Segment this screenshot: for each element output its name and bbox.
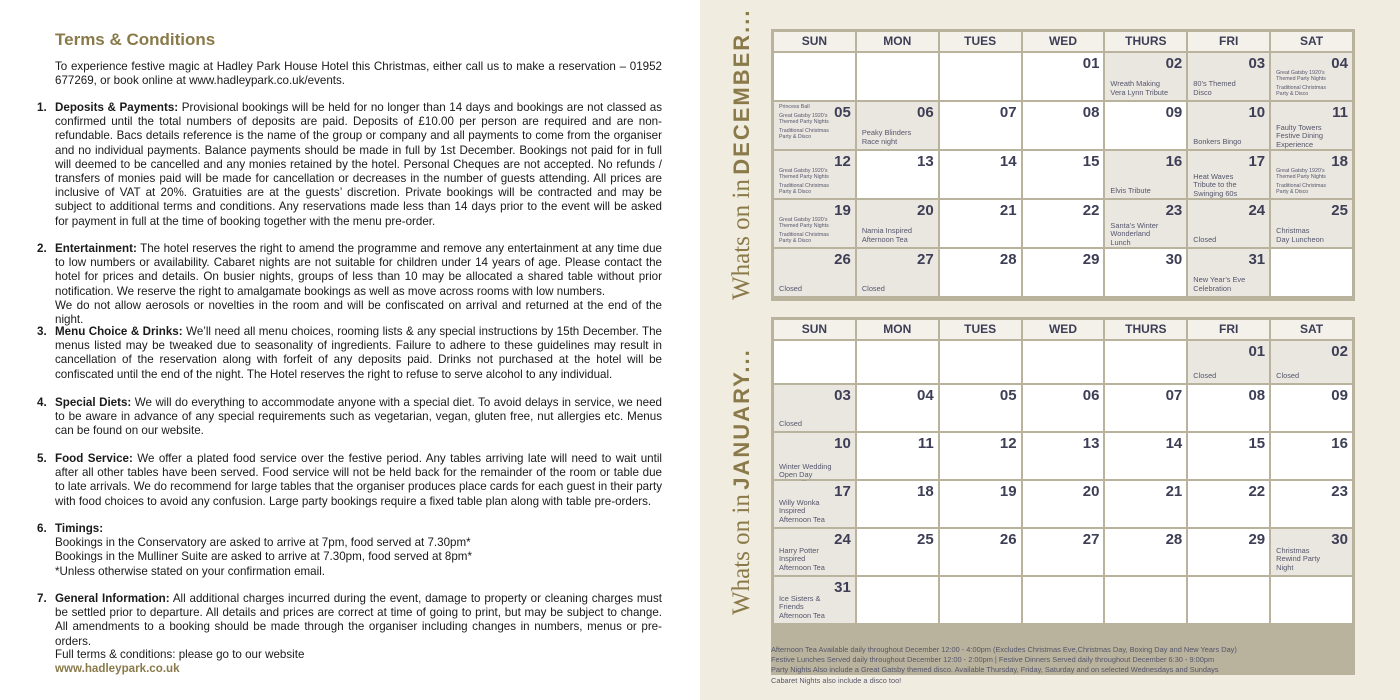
calendar-day-cell [1105, 200, 1186, 247]
day-number: 22 [1082, 202, 1100, 219]
event-line: Great Gatsby 1920’s [779, 217, 828, 223]
event-line: Party & Disco [779, 189, 812, 195]
calendar-day-cell [774, 577, 855, 623]
event-text [1276, 168, 1326, 195]
calendar-day-cell [774, 102, 855, 149]
section-number: 5. [37, 452, 47, 465]
calendar-day-cell [1188, 102, 1269, 149]
timing-line: *Unless otherwise stated on your confirmation email. [55, 564, 326, 578]
event-text [779, 168, 829, 195]
calendar-day-cell [1023, 529, 1104, 575]
calendar-day-cell [1188, 481, 1269, 527]
calendar-day-cell [1271, 481, 1352, 527]
day-number: 30 [1331, 531, 1348, 548]
calendar-day-cell [1105, 385, 1186, 431]
event-text [1193, 173, 1237, 198]
section-number: 3. [37, 325, 47, 338]
event-line: Night [1276, 562, 1294, 572]
terms-section-diets [37, 396, 662, 439]
section-heading: General Information: [55, 592, 170, 605]
calendar-day-cell [940, 102, 1021, 149]
section-text: The hotel reserves the right to amend the programme and remove any entertainment at any time due to low numbers or availability. Cabaret nights are not suitable for children under 14 years of age. Please contact the hotel for prices and details. On busier nights, groups of less than 10 may be allocated a shared table without prior notification. We reserve the right to amalgamate bookings as well as move across rooms with low numbers. [55, 242, 662, 298]
day-number: 06 [1082, 387, 1100, 404]
day-header: THURS [1105, 32, 1186, 51]
event-line: Inspired [779, 554, 806, 564]
event-line: Harry Potter [779, 545, 819, 555]
event-line: Closed [779, 283, 803, 293]
calendar-day-cell [1188, 433, 1269, 479]
event-line: Bonkers Bingo [1193, 136, 1242, 146]
event-line: Traditional Christmas [1276, 85, 1326, 91]
event-line: Rewind Party [1276, 554, 1321, 564]
calendar-day-cell [857, 481, 938, 527]
website-link[interactable]: www.hadleypark.co.uk [55, 662, 180, 676]
calendar-day-cell [857, 529, 938, 575]
day-number: 18 [917, 483, 934, 500]
december-calendar [771, 29, 1355, 301]
calendar-day-cell [940, 433, 1021, 479]
section-heading: Timings: [55, 522, 104, 535]
day-header: TUES [940, 320, 1021, 339]
calendar-day-cell [1105, 151, 1186, 198]
event-line: Ice Sisters & [779, 593, 821, 603]
terms-section-menu [37, 325, 662, 382]
day-number: 02 [1331, 343, 1348, 360]
event-line: Swinging 60s [1193, 188, 1238, 198]
event-line: Closed [1193, 370, 1217, 380]
calendar-day-cell [1105, 249, 1186, 296]
day-number: 23 [1165, 202, 1183, 219]
event-line: Afternoon Tea [861, 234, 908, 244]
terms-footer [55, 648, 304, 676]
section-text: We offer a plated food service over the festive period. Any tables arriving late will need to wait until after all other tables have been served. Food service will not be held back for the remainder of the room or table due to late arrivals. We do recommend for large tables that the organiser produces place cards for each guest in their party with food choices to avoid any confusion. Large party bookings require a fixed table plan along with table pre-orders. [55, 452, 663, 508]
section-heading: Deposits & Payments: [55, 101, 179, 114]
day-number: 22 [1248, 483, 1266, 500]
event-line: Festive Dining [1276, 131, 1323, 141]
event-text [1193, 236, 1216, 244]
event-line: Afternoon Tea [779, 610, 825, 620]
calendar-day-cell [857, 249, 938, 296]
day-number: 18 [1331, 153, 1348, 170]
event-line: Celebration [1193, 283, 1232, 293]
day-number: 26 [999, 531, 1017, 548]
event-line: Closed [1193, 234, 1217, 244]
event-text [779, 595, 825, 620]
section-number: 7. [37, 592, 47, 605]
event-text [862, 227, 912, 244]
event-text [779, 285, 802, 293]
event-line: New Year’s Eve [1193, 275, 1246, 285]
day-header: SUN [774, 32, 855, 51]
day-number: 25 [1331, 202, 1348, 219]
event-line: Friends [779, 602, 804, 612]
day-number: 20 [917, 202, 934, 219]
event-line: 80’s Themed [1193, 79, 1236, 89]
footer-text: Full terms & conditions: please go to our website [55, 648, 305, 661]
calendar-day-cell [1105, 341, 1186, 383]
day-number: 24 [1248, 202, 1266, 219]
calendar-day-cell [857, 53, 938, 100]
day-number: 01 [1248, 343, 1266, 360]
calendar-day-cell [1271, 385, 1352, 431]
day-number: 11 [917, 435, 934, 452]
day-number: 09 [1331, 387, 1348, 404]
day-number: 13 [1082, 435, 1100, 452]
calendar-day-cell [1023, 102, 1104, 149]
day-number: 17 [834, 483, 851, 500]
event-line: Open Day [779, 470, 813, 480]
calendar-day-cell [1271, 249, 1352, 296]
event-text [779, 104, 829, 140]
day-number: 10 [1248, 104, 1266, 121]
section-number: 2. [37, 242, 47, 255]
calendar-notes [771, 645, 1371, 686]
day-number: 05 [999, 387, 1017, 404]
calendar-day-cell [1188, 577, 1269, 623]
section-number: 4. [37, 396, 47, 409]
day-header: SAT [1271, 32, 1352, 51]
calendar-day-cell [940, 151, 1021, 198]
whats-on-prefix: Whats on in [728, 494, 755, 615]
event-line: Traditional Christmas [779, 183, 829, 189]
event-text [1193, 372, 1216, 380]
day-number: 28 [1165, 531, 1183, 548]
day-number: 29 [1082, 251, 1100, 268]
event-line: Tribute to the [1193, 180, 1237, 190]
calendar-day-cell [857, 200, 938, 247]
calendar-day-cell [940, 341, 1021, 383]
event-line: Wonderland [1110, 229, 1151, 239]
event-text [1276, 547, 1320, 572]
day-header: WED [1023, 320, 1104, 339]
month-label: JANUARY... [729, 348, 754, 490]
day-number: 31 [834, 579, 851, 596]
event-line: Great Gatsby 1920’s [779, 113, 828, 119]
day-number: 19 [999, 483, 1017, 500]
calendar-day-cell [1105, 102, 1186, 149]
event-line: Wreath Making [1110, 79, 1160, 89]
day-number: 20 [1082, 483, 1100, 500]
event-text [1276, 124, 1323, 149]
event-line: Christmas [1276, 226, 1310, 236]
day-number: 08 [1082, 104, 1100, 121]
whats-on-prefix: Whats on in [728, 179, 755, 300]
january-calendar [771, 317, 1355, 675]
calendar-day-cell [1271, 102, 1352, 149]
event-line: Great Gatsby 1920’s [1276, 70, 1325, 76]
day-header: SUN [774, 320, 855, 339]
event-line: Vera Lynn Tribute [1110, 87, 1169, 97]
event-line: Great Gatsby 1920’s [779, 168, 828, 174]
event-text [779, 499, 825, 524]
calendar-day-cell [857, 341, 938, 383]
event-text [779, 547, 825, 572]
day-number: 26 [834, 251, 851, 268]
timing-line: Bookings in the Mulliner Suite are asked to arrive at 7.30pm, food served at 8pm* [55, 550, 472, 564]
section-heading: Food Service: [55, 452, 133, 465]
calendar-day-cell [1105, 481, 1186, 527]
timing-line: Bookings in the Conservatory are asked to arrive at 7pm, food served at 7.30pm* [55, 536, 471, 550]
event-line: Peaky Blinders [861, 128, 912, 138]
calendar-day-cell [1023, 481, 1104, 527]
terms-section-timings [37, 522, 662, 579]
calendar-day-cell [1188, 385, 1269, 431]
event-text [1276, 227, 1324, 244]
calendar-day-cell [774, 433, 855, 479]
terms-section-food [37, 452, 662, 509]
event-text [862, 285, 885, 293]
day-number: 04 [917, 387, 934, 404]
section-extra: We do not allow aerosols or novelties in the room and will be confiscated on arrival and returned at the end of the night. [55, 298, 662, 327]
event-text [1193, 80, 1235, 97]
calendar-day-cell [774, 481, 855, 527]
calendar-day-cell [1271, 341, 1352, 383]
event-line: Faulty Towers [1276, 123, 1322, 132]
event-text [1110, 80, 1168, 97]
terms-section-deposits [37, 101, 662, 229]
day-number: 28 [999, 251, 1017, 268]
calendar-day-cell [1023, 433, 1104, 479]
day-number: 29 [1248, 531, 1266, 548]
calendar-day-cell [857, 577, 938, 623]
calendar-day-cell [940, 249, 1021, 296]
day-header: MON [857, 320, 938, 339]
month-label: DECEMBER... [729, 8, 754, 175]
day-number: 05 [834, 104, 851, 121]
day-number: 24 [834, 531, 851, 548]
day-header: SAT [1271, 320, 1352, 339]
calendar-day-cell [940, 529, 1021, 575]
event-line: Closed [861, 283, 885, 293]
event-line: Traditional Christmas [1276, 183, 1326, 189]
event-line: Willy Wonka [779, 497, 820, 507]
day-number: 15 [1248, 435, 1266, 452]
calendar-day-cell [1105, 577, 1186, 623]
note-line: Party Nights Also include a Great Gatsby themed disco. Available Thursday, Friday, Saturday and on selected Wednesdays and Sundays [771, 665, 1219, 675]
day-number: 14 [999, 153, 1017, 170]
day-number: 11 [1332, 104, 1348, 121]
calendar-day-cell [1023, 200, 1104, 247]
calendar-day-cell [1023, 249, 1104, 296]
terms-title: Terms & Conditions [55, 30, 216, 49]
day-number: 17 [1248, 153, 1266, 170]
day-number: 12 [834, 153, 851, 170]
event-line: Winter Wedding [779, 462, 832, 471]
calendar-day-cell [1023, 53, 1104, 100]
calendar-day-cell [940, 481, 1021, 527]
terms-section-entertainment [37, 242, 662, 327]
terms-intro: To experience festive magic at Hadley Park House Hotel this Christmas, either call us to make a reservation – 01952 677269, or book online at www.hadleypark.co.uk/events. [55, 60, 662, 88]
day-number: 07 [1165, 387, 1183, 404]
day-header: FRI [1188, 32, 1269, 51]
calendar-day-cell [1023, 341, 1104, 383]
event-line: Lunch [1110, 237, 1131, 247]
day-number: 30 [1165, 251, 1183, 268]
calendar-day-cell [1105, 53, 1186, 100]
calendar-day-cell [774, 53, 855, 100]
day-header: FRI [1188, 320, 1269, 339]
calendar-day-cell [1188, 151, 1269, 198]
event-line: Themed Party Nights [779, 223, 829, 229]
calendar-day-cell [1271, 53, 1352, 100]
event-line: Day Luncheon [1276, 234, 1324, 244]
day-number: 25 [917, 531, 934, 548]
event-text [1110, 187, 1150, 195]
section-text: Provisional bookings will be held for no longer than 14 days and bookings are not classed as confirmed until the total numbers of deposits are paid. Deposits of £10.00 per person are required and are non-refundable. Bacs details reference is the name of the group or company and all payments to come from the organiser and no individual payments. Balance payments should be made in full by 1st December. Bookings not paid for in full will deemed to be cancelled and any monies retained by the hotel. Personal Cheques are not accepted. No refunds / transfers of monies paid will be made for cancellation or decreases in the number of guests attending. All prices are inclusive of VAT at 20%. Gratuities are at the guests’ discretion. Private bookings will be contracted and may be subject to additional terms and conditions. Any reservations made less than 14 days prior to the event will be asked for payment in full at the time of booking together with the menu pre-order. [55, 101, 662, 228]
day-number: 15 [1082, 153, 1100, 170]
day-number: 12 [999, 435, 1017, 452]
day-number: 02 [1165, 55, 1183, 72]
calendar-day-cell [1271, 529, 1352, 575]
day-number: 21 [999, 202, 1017, 219]
event-line: Heat Waves [1193, 172, 1234, 181]
day-number: 13 [917, 153, 934, 170]
section-heading: Menu Choice & Drinks: [55, 325, 183, 338]
calendar-day-cell [774, 151, 855, 198]
event-line: Party & Disco [779, 134, 812, 140]
section-number: 6. [37, 522, 47, 535]
event-line: Experience [1276, 139, 1314, 149]
day-number: 06 [917, 104, 934, 121]
calendar-day-cell [1271, 200, 1352, 247]
event-line: Themed Party Nights [779, 174, 829, 180]
day-number: 01 [1082, 55, 1100, 72]
calendar-day-cell [940, 200, 1021, 247]
day-number: 04 [1331, 55, 1348, 72]
event-line: Santa’s Winter [1110, 221, 1159, 230]
note-line: Afternoon Tea Available daily throughout December 12:00 - 4:00pm (Excludes Christmas Eve,Christmas Day, Boxing Day and New Years Day) [771, 645, 1237, 654]
day-header: TUES [940, 32, 1021, 51]
section-text: All additional charges incurred during the event, damage to property or cleaning charges must be settled prior to departure. All details and prices are correct at time of going to print, but may be subject to change. All amendments to a booking should be made through the organiser including changes in numbers, menus or pre-orders. [55, 592, 662, 648]
day-number: 16 [1331, 435, 1348, 452]
event-line: Afternoon Tea [779, 514, 825, 524]
day-number: 03 [834, 387, 851, 404]
day-number: 10 [834, 435, 851, 452]
event-line: Christmas [1276, 545, 1310, 555]
event-line: Afternoon Tea [779, 562, 825, 572]
calendar-day-cell [1023, 577, 1104, 623]
day-header: THURS [1105, 320, 1186, 339]
calendar-day-cell [857, 385, 938, 431]
calendar-day-cell [774, 249, 855, 296]
section-text: We will do everything to accommodate anyone with a special diet. To avoid delays in service, we need to be aware in advance of any special requirements such as vegetarian, vegan, gluten free, nut allergies etc. Menus can be found on our website. [55, 396, 662, 438]
calendar-day-cell [1188, 200, 1269, 247]
calendar-day-cell [1188, 53, 1269, 100]
calendar-day-cell [940, 53, 1021, 100]
calendar-day-cell [1271, 151, 1352, 198]
calendar-day-cell [1271, 577, 1352, 623]
event-text [1193, 276, 1245, 293]
event-text [779, 217, 829, 244]
terms-section-general [37, 592, 662, 649]
event-line: Traditional Christmas [779, 232, 829, 238]
day-number: 19 [834, 202, 851, 219]
calendar-day-cell [1023, 151, 1104, 198]
section-heading: Entertainment: [55, 242, 137, 255]
calendar-day-cell [1188, 249, 1269, 296]
day-number: 16 [1165, 153, 1183, 170]
note-line: Cabaret Nights also include a disco too! [771, 675, 902, 685]
day-number: 27 [1082, 531, 1100, 548]
event-line: Traditional Christmas [779, 128, 829, 134]
calendar-day-cell [774, 529, 855, 575]
day-header: MON [857, 32, 938, 51]
event-text [779, 420, 802, 428]
day-number: 09 [1165, 104, 1183, 121]
calendar-day-cell [774, 385, 855, 431]
event-line: Closed [1276, 370, 1300, 380]
calendar-day-cell [1105, 529, 1186, 575]
calendar-day-cell [774, 200, 855, 247]
event-line: Princess Ball [779, 104, 810, 110]
event-line: Disco [1193, 87, 1212, 97]
event-line: Closed [779, 418, 803, 428]
event-text [1276, 372, 1299, 380]
january-vertical-title [728, 335, 758, 615]
event-line: Great Gatsby 1920’s [1276, 168, 1325, 174]
event-line: Race night [861, 136, 898, 146]
calendar-day-cell [1188, 341, 1269, 383]
day-number: 07 [999, 104, 1017, 121]
calendar-day-cell [774, 341, 855, 383]
day-number: 08 [1248, 387, 1266, 404]
event-text [1110, 222, 1158, 247]
calendar-day-cell [940, 385, 1021, 431]
section-text: We’ll need all menu choices, rooming lists & any special instructions by 15th December. The menus listed may be tweaked due to seasonality of ingredients. Failure to adhere to these guidelines may result in cancellation of the reservation along with forfeit of any deposits paid. Drinks not purchased at the hotel will be confiscated until the end of the night. The Hotel reserves the right to refuse to serve alcohol to any individual. [55, 325, 662, 381]
event-line: Themed Party Nights [1276, 174, 1326, 180]
calendar-day-cell [1105, 433, 1186, 479]
calendar-day-cell [1188, 529, 1269, 575]
day-number: 27 [917, 251, 934, 268]
calendar-day-cell [857, 151, 938, 198]
december-vertical-title [728, 8, 758, 300]
day-number: 14 [1165, 435, 1183, 452]
event-line: Themed Party Nights [779, 119, 829, 125]
calendar-day-cell [857, 433, 938, 479]
event-line: Party & Disco [1276, 189, 1309, 195]
note-line: Festive Lunches Served daily throughout December 12:00 - 2:00pm | Festive Dinners Served daily throughout December 6:30 - 9:00pm [771, 655, 1215, 665]
event-line: Elvis Tribute [1110, 185, 1151, 195]
day-header: WED [1023, 32, 1104, 51]
day-number: 23 [1331, 483, 1348, 500]
event-line: Narnia Inspired [861, 226, 912, 236]
calendar-day-cell [1023, 385, 1104, 431]
event-text [1193, 138, 1241, 146]
section-number: 1. [37, 101, 47, 114]
day-number: 03 [1248, 55, 1266, 72]
day-number: 31 [1248, 251, 1266, 268]
event-text [1276, 70, 1326, 97]
event-line: Party & Disco [779, 238, 812, 244]
event-line: Inspired [779, 506, 806, 516]
day-number: 21 [1165, 483, 1183, 500]
event-line: Themed Party Nights [1276, 76, 1326, 82]
calendar-day-cell [940, 577, 1021, 623]
event-line: Party & Disco [1276, 91, 1309, 97]
event-text [862, 129, 911, 146]
section-heading: Special Diets: [55, 396, 132, 409]
calendar-day-cell [1271, 433, 1352, 479]
calendar-day-cell [857, 102, 938, 149]
